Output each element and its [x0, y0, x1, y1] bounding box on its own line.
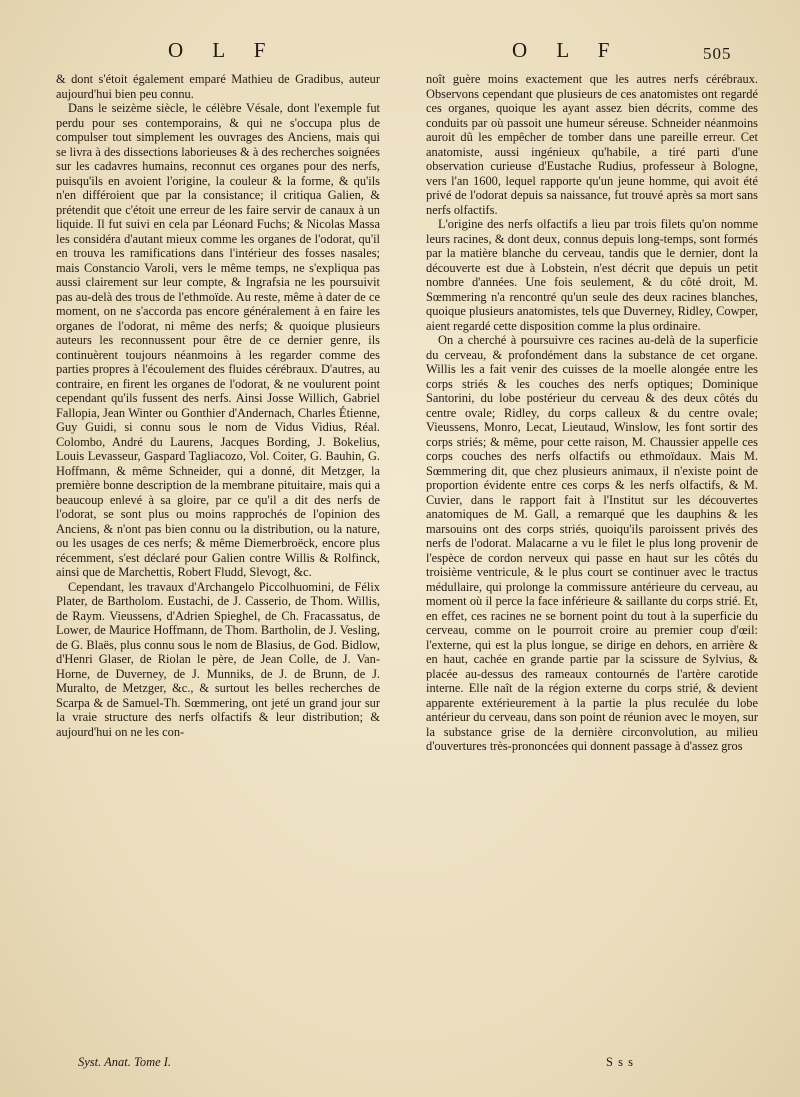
page-number: 505	[703, 44, 732, 63]
running-head	[0, 38, 800, 68]
paragraph: noît guère moins exactement que les autres nerfs cérébraux. Observons cependant que plusieurs de ces anatomistes ont regardé ces organes, quoique les ayant assez bien décrits, comme des conduits par où passoit une humeur séreuse. Schneider néanmoins auroit dû les empêcher de tomber dans une pareille erreur. Cet anatomiste, aussi ingénieux qu'habile, a tiré parti d'une observation curieuse d'Eustache Rudius, professeur à Bologne, vers l'an 1600, lequel rapporte qu'un jeune homme, qui avoit été privé de l'odorat depuis sa naissance, fut trouvé après sa mort sans nerfs olfactifs.	[426, 72, 758, 217]
paragraph: On a cherché à poursuivre ces racines au-delà de la superficie du cerveau, & profondément dans la substance de cet organe. Willis les a fait venir des cuisses de la moelle alongée entre les corps striés & les couches des nerfs optiques; Dominique Santorini, du lobe postérieur du cerveau & des deux côtés du centre ovale; Ridley, du corps calleux & du centre ovale; Vieussens, Monro, Lecat, Lieutaud, Winslow, les font sortir des corps striés; & même, pour cette raison, M. Chaussier appelle ces corps couches des nerfs olfactifs ou ethmoïdaux. Mais M. Sœmmering dit, que chez plusieurs animaux, il n'existe point de proportion évidente entre ces corps & les nerfs olfactifs, & M. Cuvier, dans le rapport fait à l'Institut sur les découvertes anatomiques de M. Gall, a remarqué que les dauphins & les marsouins ont des corps striés, quoiqu'ils paroissent privés des nerfs de l'odorat. Malacarne a vu le filet le plus long provenir de l'espèce de cordon nerveux qui passe en haut sur les côtés du troisième ventricule, & le plus court se continuer avec le tractus médullaire, qui prolonge la commissure antérieure du cerveau, au moment où il perce la face inférieure & saillante du corps strié. Et, en effet, ces racines ne se bornent point du tout à la superficie du cerveau, comme on le pourroit croire au premier coup d'œil: l'externe, qui est la plus longue, se dirige en dehors, en arrière & en haut, cachée en grande partie par la scissure de Sylvius, & placée au-dessus des rameaux contournés de l'artère carotide interne. Elle naît de la région externe du corps strié, & devient apparente extérieurement à la partie la plus reculée du lobe antérieur du cerveau, dans son point de réunion avec le moyen, sur la substance grise de la dernière circonvolution, au milieu d'ouvertures très-prononcées qui donnent passage à d'assez gros	[426, 333, 758, 753]
running-head-right: O L F	[512, 38, 622, 62]
signature-mark: S s s	[606, 1055, 634, 1069]
paragraph: Cependant, les travaux d'Archangelo Piccolhuomini, de Félix Plater, de Bartholom. Eustachi, de J. Casserio, de Thom. Willis, de Raym. Vieussens, d'Adrien Spieghel, de Ch. Fracassatus, de Lower, de Maurice Hoffmann, de Thom. Bartholin, de J. Vesling, de G. Blaës, plus connu sous le nom de Blasius, de God. Bidlow, d'Henri Glaser, de Riolan le père, de Jean Colle, de J. Van-Horne, de Duverney, de J. Munniks, de J. de Brunn, de J. Muralto, de Metzger, &c., & surtout les belles recherches de Scarpa & de Samuel-Th. Sœmmering, ont jeté un grand jour sur la vraie structure des nerfs olfactifs & leur distribution; & aujourd'hui on ne les con-	[56, 579, 380, 739]
running-head-left: O L F	[168, 38, 278, 62]
paragraph: & dont s'étoit également emparé Mathieu de Gradibus, auteur aujourd'hui bien peu connu.	[56, 72, 380, 101]
signature-line: Syst. Anat. Tome I.	[78, 1055, 172, 1069]
left-column	[56, 72, 380, 739]
paragraph: L'origine des nerfs olfactifs a lieu par trois filets qu'on nomme leurs racines, & dont deux, connus depuis long-temps, sont formés par la matière blanche du cerveau, tandis que le dernier, dont la découverte est due à Lobstein, n'est décrit que depuis un petit nombre d'années. Une fois seulement, & du côté droit, M. Sœmmering n'a rencontré qu'un seule des deux racines blanches, quoique plusieurs anatomistes, tels que Duverney, Ridley, Cowper, aient regardé cette disposition comme la plus ordinaire.	[426, 217, 758, 333]
right-column	[426, 72, 758, 754]
page-footer	[0, 1055, 800, 1075]
paragraph: Dans le seizème siècle, le célèbre Vésale, dont l'exemple fut perdu pour ses contemporains, & qui ne s'occupa plus de compulser tout simplement les ouvrages des Anciens, mais qui se livra à des dissections laborieuses & à des recherches soignées sur les cadavres humains, reconnut ces organes pour des nerfs, puisqu'ils en avoient l'origine, la couleur & la forme, & qu'ils n'en différoient que par la consistance; il critiqua Galien, & prétendit que c'étoit une erreur de les faire servir de canaux à un liquide. Il fut suivi en cela par Léonard Fuchs; & Nicolas Massa les considéra d'autant mieux comme les organes de l'odorat, qu'il en trouva les ramifications dans l'intérieur des fosses nasales; mais Constancio Varoli, vers le même temps, ne s'expliqua pas aussi clairement sur leur compte, & Ingrafsia ne les poursuivit pas au-delà des trous de l'ethmoïde. Au reste, même à dater de ce moment, on ne s'accorda pas encore généralement à en faire les organes de l'odorat, ni même des nerfs; & quoique plusieurs auteurs les reconnussent pour être de ce dernier genre, ils continuèrent toujours néanmoins à les regarder comme des parties propres à l'écoulement des fluides cérébraux. D'autres, au contraire, en firent les organes de l'odorat, & ne voulurent point cependant qu'ils fussent des nerfs. Ainsi Josse Willich, Gabriel Fallopia, Jean Winter ou Gonthier d'Andernach, Charles Étienne, Guy Guidi, si connu sous le nom de Vidus Vidius, Réal. Colombo, André du Laurens, Jacques Bording, J. Bokelius, Louis Levasseur, Gaspard Tagliacozo, Vol. Coiter, G. Bauhin, G. Hoffmann, & même Schneider, qui a donné, dit Metzger, la première bonne description de la membrane pituitaire, mais qui a beaucoup enlevé à sa gloire, par ce qu'il a dit des nerfs de l'odorat, se sont plus ou moins rapprochés de l'opinion des Anciens, & n'ont pas bien connu ou la distribution, ou la nature, ou les usages de ces nerfs; & même Diemerbroëck, encore plus récemment, s'est déclaré pour Galien contre Willis & Rolfinck, ainsi que de Marchettis, Robert Fludd, Slevogt, &c.	[56, 101, 380, 579]
